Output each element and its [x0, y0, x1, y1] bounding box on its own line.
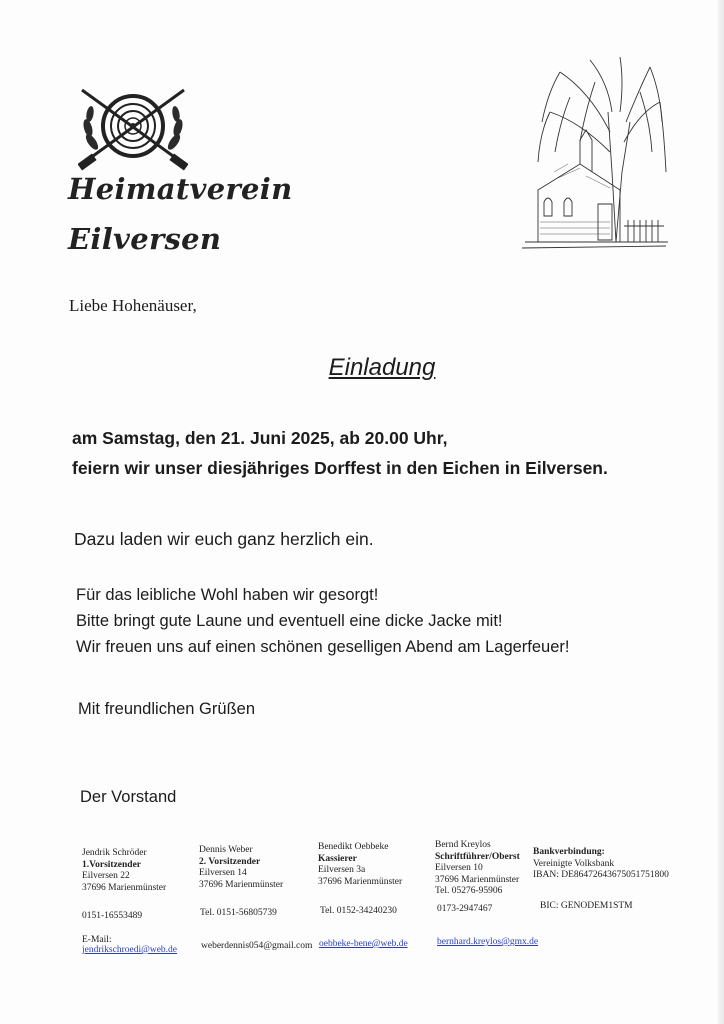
body-line-3: Wir freuen uns auf einen schönen geselligen Abend am Lagerfeuer! — [76, 638, 570, 656]
member-role: 2. Vorsitzender — [199, 856, 261, 867]
member-3 — [318, 842, 402, 888]
scan-edge — [718, 0, 724, 1024]
member-street: Eilversen 14 — [199, 868, 247, 878]
member-name: Jendrik Schröder — [82, 848, 147, 858]
member-name: Dennis Weber — [199, 845, 253, 855]
bank-iban: IBAN: DE86472643675051751800 — [533, 870, 669, 880]
phone-2: Tel. 0151-56805739 — [200, 908, 277, 918]
chapel-tree-sketch-icon — [520, 52, 670, 252]
member-city: 37696 Marienmünster — [199, 879, 284, 890]
email-label: E-Mail: — [82, 935, 112, 945]
member-street: Eilversen 10 — [435, 863, 483, 873]
heading-einladung — [0, 354, 724, 382]
phone-4: 0173-2947467 — [437, 904, 493, 914]
member-role: 1.Vorsitzender — [82, 859, 142, 870]
member-role: Schriftführer/Oberst — [435, 851, 520, 862]
email-link-4[interactable]: bernhard.kreylos@gmx.de — [437, 937, 539, 947]
invite-line: Dazu laden wir euch ganz herzlich ein. — [74, 529, 374, 549]
member-street: Eilversen 22 — [82, 871, 130, 881]
event-line: feiern wir unser diesjähriges Dorffest in den Eichen in Eilversen. — [72, 458, 608, 478]
target-logo-icon — [78, 86, 188, 176]
email-link-1[interactable]: jendrikschroedi@web.de — [82, 945, 178, 955]
member-name: Benedikt Oebbeke — [318, 842, 389, 852]
member-city: 37696 Marienmünster — [82, 882, 167, 893]
greeting: Liebe Hohenäuser, — [69, 296, 197, 315]
org-name-line2: Eilversen — [68, 222, 222, 256]
member-name: Bernd Kreylos — [435, 840, 491, 850]
member-role: Kassierer — [318, 853, 357, 864]
heading-text: Einladung — [328, 354, 436, 381]
body-line-1: Für das leibliche Wohl haben wir gesorgt! — [76, 586, 379, 604]
bank-details — [533, 847, 669, 882]
signature: Der Vorstand — [80, 788, 177, 806]
body-line-2: Bitte bringt gute Laune und eventuell eine dicke Jacke mit! — [76, 612, 503, 630]
member-2 — [199, 845, 283, 891]
date-line: am Samstag, den 21. Juni 2025, ab 20.00 Uhr, — [72, 428, 448, 448]
member-street: Eilversen 3a — [318, 865, 366, 875]
email-text-2: weberdennis054@gmail.com — [201, 941, 313, 951]
phone-3: Tel. 0152-34240230 — [320, 906, 397, 916]
email-link-3[interactable]: oebbeke-bene@web.de — [319, 939, 408, 949]
member-city: 37696 Marienmünster — [318, 876, 403, 887]
member-4 — [435, 840, 520, 898]
bank-label: Bankverbindung: — [533, 847, 605, 857]
closing: Mit freundlichen Grüßen — [78, 700, 255, 718]
member-extra-phone: Tel. 05276-95906 — [435, 886, 503, 896]
bank-bic: BIC: GENODEM1STM — [540, 901, 633, 911]
member-1 — [82, 848, 166, 894]
member-city: 37696 Marienmünster — [435, 874, 520, 885]
bank-name: Vereinigte Volksbank — [533, 858, 615, 869]
phone-1: 0151-16553489 — [82, 911, 143, 921]
org-name-line1: Heimatverein — [68, 172, 293, 206]
